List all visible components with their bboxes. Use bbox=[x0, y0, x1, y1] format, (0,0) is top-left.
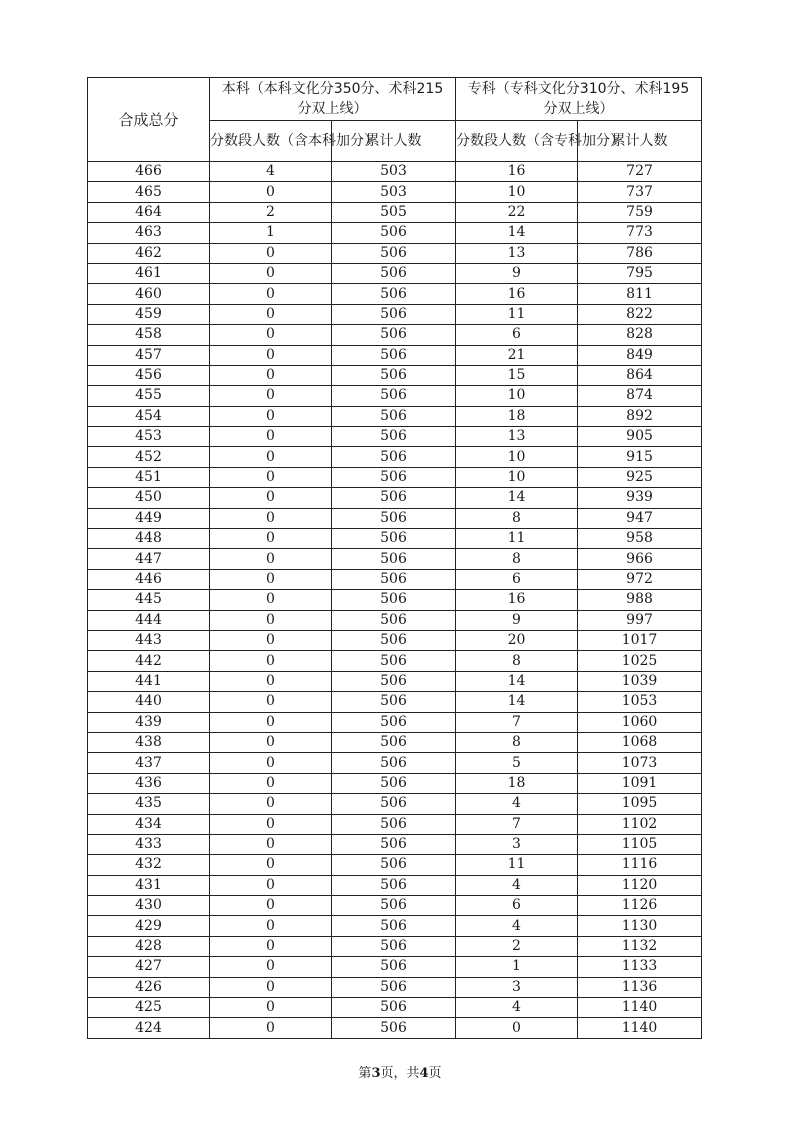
zhuanke-segment-cell: 18 bbox=[456, 406, 578, 426]
score-column-header: 合成总分 bbox=[88, 78, 210, 162]
table-row bbox=[88, 488, 702, 508]
score-cell: 441 bbox=[88, 671, 210, 691]
zhuanke-segment-header: 分数段人数（含专科加分） bbox=[456, 121, 578, 162]
benke-segment-cell: 0 bbox=[210, 896, 332, 916]
benke-cumulative-cell: 506 bbox=[332, 610, 456, 630]
score-cell: 430 bbox=[88, 896, 210, 916]
score-cell: 436 bbox=[88, 773, 210, 793]
table-row bbox=[88, 386, 702, 406]
zhuanke-cumulative-cell: 1130 bbox=[578, 916, 702, 936]
zhuanke-cumulative-cell: 997 bbox=[578, 610, 702, 630]
score-distribution-table bbox=[87, 77, 702, 1039]
benke-segment-cell: 0 bbox=[210, 325, 332, 345]
table-row bbox=[88, 732, 702, 752]
benke-segment-cell: 0 bbox=[210, 488, 332, 508]
benke-group-header-line1: 本科（本科文化分350分、术科215 bbox=[221, 81, 444, 97]
zhuanke-cumulative-cell: 988 bbox=[578, 590, 702, 610]
table-row bbox=[88, 243, 702, 263]
benke-segment-cell: 0 bbox=[210, 345, 332, 365]
benke-cumulative-cell: 506 bbox=[332, 508, 456, 528]
table-row bbox=[88, 162, 702, 182]
score-cell: 460 bbox=[88, 284, 210, 304]
benke-segment-cell: 0 bbox=[210, 406, 332, 426]
zhuanke-segment-cell: 14 bbox=[456, 692, 578, 712]
zhuanke-cumulative-cell: 828 bbox=[578, 325, 702, 345]
zhuanke-segment-cell: 4 bbox=[456, 794, 578, 814]
score-cell: 463 bbox=[88, 223, 210, 243]
benke-segment-cell: 0 bbox=[210, 549, 332, 569]
benke-segment-cell: 0 bbox=[210, 732, 332, 752]
benke-cumulative-cell: 506 bbox=[332, 671, 456, 691]
zhuanke-segment-cell: 10 bbox=[456, 182, 578, 202]
table-row bbox=[88, 814, 702, 834]
benke-cumulative-cell: 505 bbox=[332, 202, 456, 222]
benke-cumulative-cell: 506 bbox=[332, 243, 456, 263]
zhuanke-cumulative-cell: 1091 bbox=[578, 773, 702, 793]
benke-segment-cell: 1 bbox=[210, 223, 332, 243]
benke-cumulative-cell: 503 bbox=[332, 162, 456, 182]
table-row bbox=[88, 692, 702, 712]
zhuanke-cumulative-header: 累计人数 bbox=[578, 121, 702, 162]
benke-cumulative-cell: 506 bbox=[332, 488, 456, 508]
page-footer bbox=[0, 1062, 800, 1081]
score-cell: 464 bbox=[88, 202, 210, 222]
zhuanke-segment-cell: 13 bbox=[456, 243, 578, 263]
benke-segment-cell: 0 bbox=[210, 814, 332, 834]
benke-group-header bbox=[210, 78, 456, 121]
benke-cumulative-cell: 506 bbox=[332, 406, 456, 426]
benke-segment-cell: 0 bbox=[210, 1018, 332, 1038]
benke-group-header-line2: 分双上线） bbox=[297, 101, 368, 117]
score-cell: 429 bbox=[88, 916, 210, 936]
score-cell: 459 bbox=[88, 304, 210, 324]
table-row bbox=[88, 590, 702, 610]
zhuanke-cumulative-cell: 1140 bbox=[578, 998, 702, 1018]
benke-cumulative-cell: 506 bbox=[332, 834, 456, 854]
zhuanke-cumulative-cell: 1105 bbox=[578, 834, 702, 854]
zhuanke-cumulative-cell: 966 bbox=[578, 549, 702, 569]
table-row bbox=[88, 630, 702, 650]
benke-cumulative-cell: 506 bbox=[332, 427, 456, 447]
table-row bbox=[88, 651, 702, 671]
score-cell: 449 bbox=[88, 508, 210, 528]
score-cell: 433 bbox=[88, 834, 210, 854]
table-row bbox=[88, 447, 702, 467]
benke-cumulative-cell: 506 bbox=[332, 630, 456, 650]
score-cell: 448 bbox=[88, 529, 210, 549]
zhuanke-cumulative-cell: 958 bbox=[578, 529, 702, 549]
score-cell: 444 bbox=[88, 610, 210, 630]
zhuanke-segment-cell: 18 bbox=[456, 773, 578, 793]
table-header bbox=[88, 78, 702, 162]
benke-cumulative-cell: 506 bbox=[332, 732, 456, 752]
table-row bbox=[88, 304, 702, 324]
table-row bbox=[88, 671, 702, 691]
zhuanke-segment-cell: 10 bbox=[456, 447, 578, 467]
benke-cumulative-cell: 506 bbox=[332, 284, 456, 304]
zhuanke-segment-cell: 3 bbox=[456, 977, 578, 997]
table-row bbox=[88, 569, 702, 589]
score-cell: 455 bbox=[88, 386, 210, 406]
score-cell: 445 bbox=[88, 590, 210, 610]
score-cell: 439 bbox=[88, 712, 210, 732]
zhuanke-cumulative-cell: 737 bbox=[578, 182, 702, 202]
zhuanke-segment-cell: 0 bbox=[456, 1018, 578, 1038]
table-row bbox=[88, 202, 702, 222]
zhuanke-cumulative-cell: 759 bbox=[578, 202, 702, 222]
zhuanke-segment-cell: 14 bbox=[456, 223, 578, 243]
table-row bbox=[88, 345, 702, 365]
benke-cumulative-cell: 503 bbox=[332, 182, 456, 202]
benke-cumulative-cell: 506 bbox=[332, 325, 456, 345]
zhuanke-segment-cell: 8 bbox=[456, 508, 578, 528]
table-row bbox=[88, 753, 702, 773]
score-cell: 450 bbox=[88, 488, 210, 508]
score-cell: 438 bbox=[88, 732, 210, 752]
benke-segment-cell: 0 bbox=[210, 875, 332, 895]
zhuanke-segment-cell: 22 bbox=[456, 202, 578, 222]
table-row bbox=[88, 223, 702, 243]
score-cell: 431 bbox=[88, 875, 210, 895]
zhuanke-cumulative-cell: 874 bbox=[578, 386, 702, 406]
zhuanke-group-header bbox=[456, 78, 702, 121]
zhuanke-segment-cell: 16 bbox=[456, 162, 578, 182]
benke-cumulative-cell: 506 bbox=[332, 223, 456, 243]
table-row bbox=[88, 936, 702, 956]
zhuanke-cumulative-cell: 727 bbox=[578, 162, 702, 182]
zhuanke-group-header-line1: 专科（专科文化分310分、术科195 bbox=[467, 81, 690, 97]
table-body bbox=[88, 162, 702, 1039]
score-cell: 428 bbox=[88, 936, 210, 956]
benke-segment-cell: 0 bbox=[210, 998, 332, 1018]
benke-cumulative-cell: 506 bbox=[332, 386, 456, 406]
score-cell: 424 bbox=[88, 1018, 210, 1038]
zhuanke-cumulative-cell: 773 bbox=[578, 223, 702, 243]
benke-segment-cell: 0 bbox=[210, 671, 332, 691]
score-cell: 452 bbox=[88, 447, 210, 467]
benke-segment-cell: 0 bbox=[210, 284, 332, 304]
zhuanke-segment-cell: 21 bbox=[456, 345, 578, 365]
benke-segment-cell: 0 bbox=[210, 712, 332, 732]
zhuanke-cumulative-cell: 786 bbox=[578, 243, 702, 263]
score-cell: 443 bbox=[88, 630, 210, 650]
benke-segment-cell: 0 bbox=[210, 263, 332, 283]
benke-segment-cell: 0 bbox=[210, 427, 332, 447]
score-cell: 458 bbox=[88, 325, 210, 345]
table-row bbox=[88, 549, 702, 569]
zhuanke-cumulative-cell: 849 bbox=[578, 345, 702, 365]
score-cell: 456 bbox=[88, 365, 210, 385]
table-row bbox=[88, 916, 702, 936]
table-row bbox=[88, 855, 702, 875]
benke-segment-cell: 0 bbox=[210, 243, 332, 263]
zhuanke-segment-cell: 4 bbox=[456, 998, 578, 1018]
zhuanke-segment-cell: 6 bbox=[456, 569, 578, 589]
score-cell: 440 bbox=[88, 692, 210, 712]
zhuanke-cumulative-cell: 1120 bbox=[578, 875, 702, 895]
benke-cumulative-cell: 506 bbox=[332, 467, 456, 487]
footer-middle: 页，共 bbox=[380, 1066, 420, 1081]
table-row bbox=[88, 365, 702, 385]
benke-cumulative-cell: 506 bbox=[332, 569, 456, 589]
benke-cumulative-cell: 506 bbox=[332, 773, 456, 793]
score-cell: 453 bbox=[88, 427, 210, 447]
benke-cumulative-cell: 506 bbox=[332, 936, 456, 956]
score-cell: 461 bbox=[88, 263, 210, 283]
zhuanke-segment-cell: 8 bbox=[456, 732, 578, 752]
zhuanke-cumulative-cell: 1140 bbox=[578, 1018, 702, 1038]
benke-cumulative-cell: 506 bbox=[332, 896, 456, 916]
zhuanke-segment-cell: 6 bbox=[456, 896, 578, 916]
zhuanke-cumulative-cell: 1039 bbox=[578, 671, 702, 691]
benke-segment-cell: 0 bbox=[210, 365, 332, 385]
benke-cumulative-cell: 506 bbox=[332, 814, 456, 834]
benke-segment-cell: 0 bbox=[210, 304, 332, 324]
score-cell: 447 bbox=[88, 549, 210, 569]
benke-segment-cell: 0 bbox=[210, 651, 332, 671]
benke-cumulative-cell: 506 bbox=[332, 998, 456, 1018]
zhuanke-group-header-line2: 分双上线） bbox=[543, 101, 614, 117]
zhuanke-cumulative-cell: 905 bbox=[578, 427, 702, 447]
benke-cumulative-cell: 506 bbox=[332, 957, 456, 977]
table-row bbox=[88, 467, 702, 487]
zhuanke-segment-cell: 14 bbox=[456, 671, 578, 691]
score-cell: 457 bbox=[88, 345, 210, 365]
benke-segment-cell: 0 bbox=[210, 773, 332, 793]
benke-segment-cell: 0 bbox=[210, 977, 332, 997]
zhuanke-segment-cell: 7 bbox=[456, 712, 578, 732]
table-row bbox=[88, 794, 702, 814]
table-row bbox=[88, 182, 702, 202]
zhuanke-segment-cell: 4 bbox=[456, 875, 578, 895]
benke-segment-cell: 0 bbox=[210, 590, 332, 610]
benke-cumulative-cell: 506 bbox=[332, 345, 456, 365]
zhuanke-cumulative-cell: 939 bbox=[578, 488, 702, 508]
benke-segment-cell: 0 bbox=[210, 447, 332, 467]
zhuanke-segment-cell: 16 bbox=[456, 590, 578, 610]
zhuanke-segment-cell: 15 bbox=[456, 365, 578, 385]
table-row bbox=[88, 977, 702, 997]
benke-cumulative-cell: 506 bbox=[332, 1018, 456, 1038]
table-row bbox=[88, 875, 702, 895]
zhuanke-segment-cell: 8 bbox=[456, 549, 578, 569]
score-cell: 465 bbox=[88, 182, 210, 202]
benke-cumulative-cell: 506 bbox=[332, 794, 456, 814]
zhuanke-segment-cell: 10 bbox=[456, 386, 578, 406]
zhuanke-segment-cell: 13 bbox=[456, 427, 578, 447]
benke-segment-cell: 0 bbox=[210, 692, 332, 712]
footer-suffix: 页 bbox=[428, 1066, 442, 1081]
benke-segment-cell: 0 bbox=[210, 386, 332, 406]
benke-cumulative-cell: 506 bbox=[332, 692, 456, 712]
benke-segment-cell: 0 bbox=[210, 467, 332, 487]
benke-segment-cell: 0 bbox=[210, 834, 332, 854]
benke-cumulative-cell: 506 bbox=[332, 447, 456, 467]
zhuanke-segment-cell: 20 bbox=[456, 630, 578, 650]
table-row bbox=[88, 998, 702, 1018]
table-row bbox=[88, 610, 702, 630]
benke-segment-cell: 0 bbox=[210, 794, 332, 814]
score-cell: 425 bbox=[88, 998, 210, 1018]
zhuanke-cumulative-cell: 947 bbox=[578, 508, 702, 528]
zhuanke-cumulative-cell: 864 bbox=[578, 365, 702, 385]
table-row bbox=[88, 427, 702, 447]
zhuanke-cumulative-cell: 915 bbox=[578, 447, 702, 467]
zhuanke-cumulative-cell: 1136 bbox=[578, 977, 702, 997]
benke-cumulative-cell: 506 bbox=[332, 263, 456, 283]
zhuanke-segment-cell: 11 bbox=[456, 529, 578, 549]
score-cell: 434 bbox=[88, 814, 210, 834]
table-row bbox=[88, 508, 702, 528]
benke-segment-cell: 2 bbox=[210, 202, 332, 222]
score-cell: 432 bbox=[88, 855, 210, 875]
score-cell: 446 bbox=[88, 569, 210, 589]
score-cell: 454 bbox=[88, 406, 210, 426]
zhuanke-segment-cell: 11 bbox=[456, 304, 578, 324]
zhuanke-cumulative-cell: 972 bbox=[578, 569, 702, 589]
benke-segment-cell: 4 bbox=[210, 162, 332, 182]
benke-segment-cell: 0 bbox=[210, 610, 332, 630]
score-cell: 442 bbox=[88, 651, 210, 671]
benke-segment-cell: 0 bbox=[210, 936, 332, 956]
footer-total-pages: 4 bbox=[419, 1066, 429, 1081]
table-row bbox=[88, 712, 702, 732]
table-row bbox=[88, 1018, 702, 1038]
benke-cumulative-cell: 506 bbox=[332, 855, 456, 875]
zhuanke-cumulative-cell: 1095 bbox=[578, 794, 702, 814]
zhuanke-segment-cell: 3 bbox=[456, 834, 578, 854]
benke-segment-cell: 0 bbox=[210, 508, 332, 528]
zhuanke-cumulative-cell: 892 bbox=[578, 406, 702, 426]
zhuanke-cumulative-cell: 811 bbox=[578, 284, 702, 304]
zhuanke-cumulative-cell: 1053 bbox=[578, 692, 702, 712]
table-row bbox=[88, 773, 702, 793]
score-cell: 462 bbox=[88, 243, 210, 263]
table-row bbox=[88, 263, 702, 283]
table-row bbox=[88, 834, 702, 854]
score-cell: 437 bbox=[88, 753, 210, 773]
score-cell: 426 bbox=[88, 977, 210, 997]
zhuanke-cumulative-cell: 1025 bbox=[578, 651, 702, 671]
table-row bbox=[88, 529, 702, 549]
zhuanke-segment-cell: 9 bbox=[456, 610, 578, 630]
benke-segment-cell: 0 bbox=[210, 182, 332, 202]
footer-prefix: 第 bbox=[358, 1066, 372, 1081]
benke-segment-cell: 0 bbox=[210, 569, 332, 589]
table-row bbox=[88, 284, 702, 304]
zhuanke-cumulative-cell: 1133 bbox=[578, 957, 702, 977]
zhuanke-cumulative-cell: 795 bbox=[578, 263, 702, 283]
benke-cumulative-cell: 506 bbox=[332, 549, 456, 569]
zhuanke-segment-cell: 10 bbox=[456, 467, 578, 487]
zhuanke-cumulative-cell: 822 bbox=[578, 304, 702, 324]
benke-cumulative-cell: 506 bbox=[332, 875, 456, 895]
zhuanke-segment-cell: 5 bbox=[456, 753, 578, 773]
zhuanke-segment-cell: 16 bbox=[456, 284, 578, 304]
zhuanke-cumulative-cell: 1102 bbox=[578, 814, 702, 834]
benke-cumulative-cell: 506 bbox=[332, 651, 456, 671]
zhuanke-segment-cell: 8 bbox=[456, 651, 578, 671]
benke-cumulative-cell: 506 bbox=[332, 529, 456, 549]
benke-cumulative-cell: 506 bbox=[332, 590, 456, 610]
score-cell: 466 bbox=[88, 162, 210, 182]
benke-segment-cell: 0 bbox=[210, 529, 332, 549]
benke-segment-cell: 0 bbox=[210, 957, 332, 977]
table-row bbox=[88, 957, 702, 977]
zhuanke-segment-cell: 14 bbox=[456, 488, 578, 508]
zhuanke-cumulative-cell: 1017 bbox=[578, 630, 702, 650]
score-cell: 451 bbox=[88, 467, 210, 487]
benke-segment-cell: 0 bbox=[210, 855, 332, 875]
benke-cumulative-header: 累计人数 bbox=[332, 121, 456, 162]
benke-cumulative-cell: 506 bbox=[332, 753, 456, 773]
benke-segment-cell: 0 bbox=[210, 753, 332, 773]
zhuanke-cumulative-cell: 1126 bbox=[578, 896, 702, 916]
benke-segment-cell: 0 bbox=[210, 630, 332, 650]
zhuanke-segment-cell: 4 bbox=[456, 916, 578, 936]
benke-segment-cell: 0 bbox=[210, 916, 332, 936]
score-cell: 435 bbox=[88, 794, 210, 814]
zhuanke-cumulative-cell: 1132 bbox=[578, 936, 702, 956]
zhuanke-cumulative-cell: 1073 bbox=[578, 753, 702, 773]
zhuanke-segment-cell: 1 bbox=[456, 957, 578, 977]
benke-segment-header: 分数段人数（含本科加分） bbox=[210, 121, 332, 162]
zhuanke-cumulative-cell: 1060 bbox=[578, 712, 702, 732]
footer-page-number: 3 bbox=[371, 1066, 381, 1081]
table-row bbox=[88, 896, 702, 916]
zhuanke-segment-cell: 11 bbox=[456, 855, 578, 875]
benke-cumulative-cell: 506 bbox=[332, 712, 456, 732]
zhuanke-segment-cell: 7 bbox=[456, 814, 578, 834]
benke-cumulative-cell: 506 bbox=[332, 304, 456, 324]
benke-cumulative-cell: 506 bbox=[332, 365, 456, 385]
zhuanke-segment-cell: 6 bbox=[456, 325, 578, 345]
benke-cumulative-cell: 506 bbox=[332, 916, 456, 936]
score-cell: 427 bbox=[88, 957, 210, 977]
table-row bbox=[88, 406, 702, 426]
zhuanke-cumulative-cell: 925 bbox=[578, 467, 702, 487]
zhuanke-segment-cell: 2 bbox=[456, 936, 578, 956]
zhuanke-cumulative-cell: 1116 bbox=[578, 855, 702, 875]
zhuanke-segment-cell: 9 bbox=[456, 263, 578, 283]
table-row bbox=[88, 325, 702, 345]
zhuanke-cumulative-cell: 1068 bbox=[578, 732, 702, 752]
benke-cumulative-cell: 506 bbox=[332, 977, 456, 997]
